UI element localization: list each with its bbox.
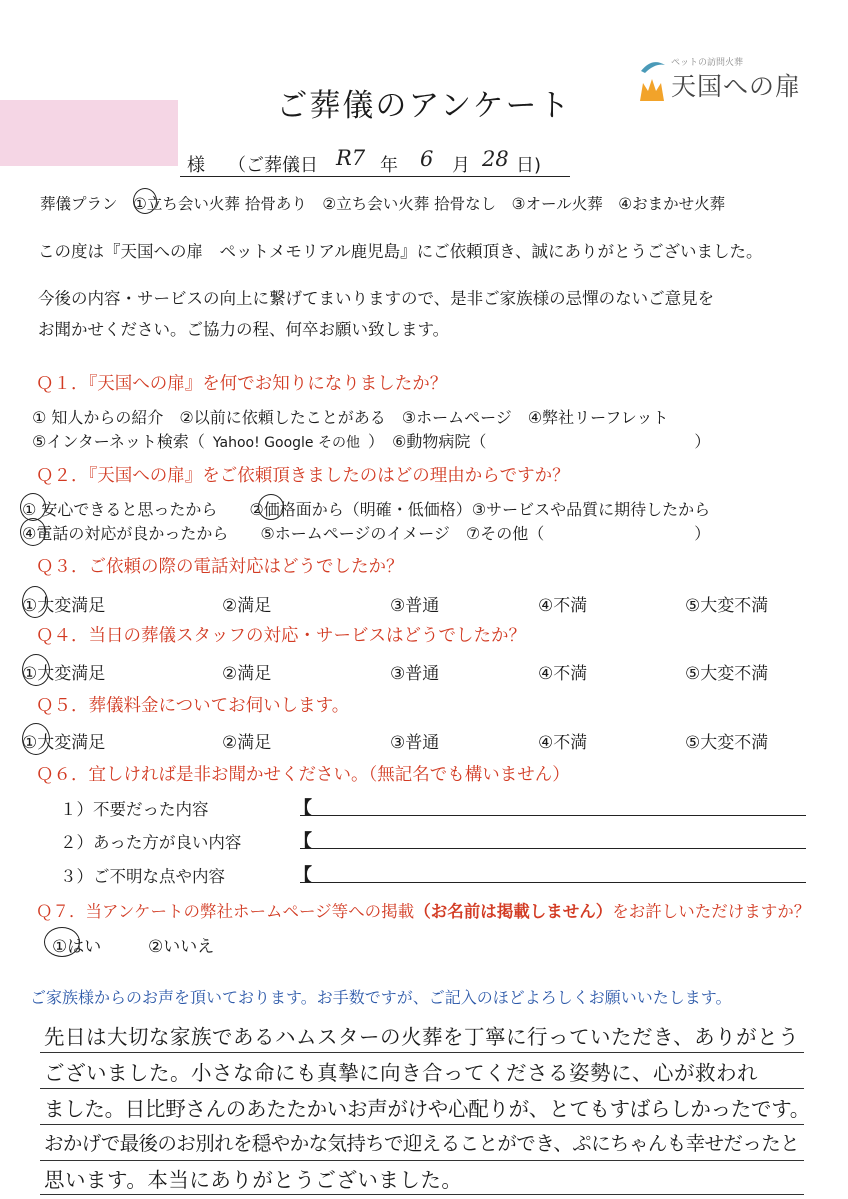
q2-question: Ｑ２．『天国への扉』をご依頼頂きましたのはどの理由からですか？ [36, 466, 570, 486]
q4-question: Ｑ４．当日の葬儀スタッフの対応・サービスはどうでしたか？ [36, 626, 526, 646]
comment-rule-5 [40, 1194, 804, 1195]
q5-selection-circle [22, 723, 50, 755]
q2-selection-circle-1 [20, 493, 46, 521]
q5-option-5: ⑤大変不満 [685, 733, 769, 753]
month-label: 月 [452, 155, 470, 176]
comment-line-4: おかげで最後のお別れを穏やかな気持ちで迎えることができ、ぷにちゃんも幸せだったと [44, 1132, 800, 1155]
q6-question: Ｑ６．宜しければ是非お聞かせください。（無記名でも構いません） [36, 765, 570, 785]
comment-line-5: 思います。本当にありがとうございました。 [44, 1168, 463, 1192]
q4-option-1: ①大変満足 [22, 664, 106, 684]
sama-label: 様 [187, 155, 205, 176]
comment-line-3: ました。日比野さんのあたたかいお声がけや心配りが、とてもすばらしかったです。 [44, 1097, 810, 1121]
intro-line-3: お聞かせください。ご協力の程、何卒お願い致します。 [38, 320, 450, 339]
q2-options-line1: ① 安心できると思ったから ②価格面から（明確・低価格）③サービスや品質に期待したから [22, 500, 711, 519]
q7-question [36, 898, 810, 922]
q2-selection-circle-2 [258, 494, 284, 520]
q7-question-part1: Ｑ７．当アンケートの弊社ホームページ等への掲載 [36, 902, 415, 921]
q5-option-2: ②満足 [222, 733, 272, 753]
day-value: 28 [482, 147, 509, 171]
year-label: 年 [380, 155, 398, 176]
q2-selection-circle-4 [20, 518, 46, 546]
q1-search-engines: Yahoo! Google その他 [212, 435, 360, 451]
comment-rule-1 [40, 1052, 804, 1053]
q1-options-line2 [32, 429, 710, 452]
q7-no-option: ②いいえ [148, 937, 215, 957]
intro-line-1: この度は『天国への扉 ペットメモリアル鹿児島』にご依頼頂き、誠にありがとうございました。 [38, 242, 763, 261]
q3-option-4: ④不満 [538, 596, 588, 616]
intro-line-2: 今後の内容・サービスの向上に繋げてまいりますので、是非ご家族様の忌憚のないご意見を [38, 289, 715, 308]
q1-question: Ｑ１．『天国への扉』を何でお知りになりましたか？ [36, 374, 448, 394]
comment-rule-3 [40, 1124, 804, 1125]
q3-option-1: ①大変満足 [22, 596, 106, 616]
q7-yes-option: ①はい [52, 937, 102, 957]
q3-selection-circle [22, 586, 48, 618]
q6-bracket-2: 【 [294, 831, 312, 852]
q5-option-4: ④不満 [538, 733, 588, 753]
q2-options-line2-text: ④電話の対応が良かったから ⑤ホームページのイメージ ⑦その他（ [22, 524, 545, 543]
comment-rule-4 [40, 1160, 804, 1161]
date-open-label: （ご葬儀日 [228, 155, 318, 176]
logo-subtitle: ペットの訪問火葬 [671, 58, 744, 68]
q4-option-5: ⑤大変不満 [685, 664, 769, 684]
q4-selection-circle [22, 654, 50, 686]
month-value: 6 [420, 147, 434, 171]
q1-close-paren: ） [694, 432, 711, 451]
q1-internet-label: ⑤インターネット検索（ [32, 432, 205, 451]
logo-text: 天国への扉 [671, 72, 802, 101]
q6-answer-line-3[interactable] [300, 882, 806, 883]
q2-options-line2 [22, 521, 710, 544]
q3-option-5: ⑤大変不満 [685, 596, 769, 616]
comment-line-2: ございました。小さな命にも真摯に向き合ってくださる姿勢に、心が救われ [44, 1061, 758, 1085]
q6-item-2: ２）あった方が良い内容 [60, 833, 242, 852]
q6-item-3: ３）ご不明な点や内容 [60, 867, 225, 886]
q6-answer-line-2[interactable] [300, 848, 806, 849]
q4-option-2: ②満足 [222, 664, 272, 684]
q4-option-4: ④不満 [538, 664, 588, 684]
q1-options-line1: ① 知人からの紹介 ②以前に依頼したことがある ③ホームページ ④弊社リーフレット [32, 408, 669, 427]
funeral-date-line [180, 146, 570, 177]
q7-question-part2: をお許しいただけますか？ [612, 902, 811, 921]
family-voice-header: ご家族様からのお声を頂いております。お手数ですが、ご記入のほどよろしくお願いいたします。 [30, 988, 732, 1007]
q3-question: Ｑ３．ご依頼の際の電話対応はどうでしたか？ [36, 557, 404, 577]
page-title: ご葬儀のアンケート [276, 88, 572, 124]
day-label: 日) [516, 155, 542, 176]
q6-bracket-3: 【 [294, 865, 312, 886]
q2-close-paren: ） [694, 524, 711, 543]
q7-question-emphasis: （お名前は掲載しません） [414, 902, 613, 921]
q5-option-1: ①大変満足 [22, 733, 106, 753]
comment-line-1: 先日は大切な家族であるハムスターの火葬を丁寧に行っていただき、ありがとう [44, 1025, 800, 1049]
comment-rule-2 [40, 1088, 804, 1089]
era-value: R7 [336, 146, 366, 170]
q6-answer-line-1[interactable] [300, 815, 806, 816]
q3-option-2: ②満足 [222, 596, 272, 616]
q1-vet-label: ） ⑥動物病院（ [368, 432, 487, 451]
q5-option-3: ③普通 [390, 733, 440, 753]
q3-option-3: ③普通 [390, 596, 440, 616]
q5-question: Ｑ５．葬儀料金についてお伺いします。 [36, 696, 350, 716]
q7-selection-circle [44, 927, 80, 957]
funeral-plan-options: 葬儀プラン ①立ち会い火葬 拾骨あり ②立ち会い火葬 拾骨なし ③オール火葬 ④おまかせ火葬 [40, 195, 726, 213]
q6-bracket-1: 【 [294, 798, 312, 819]
q4-option-3: ③普通 [390, 664, 440, 684]
q6-item-1: １）不要だった内容 [60, 800, 209, 819]
plan-selection-circle [133, 188, 157, 214]
